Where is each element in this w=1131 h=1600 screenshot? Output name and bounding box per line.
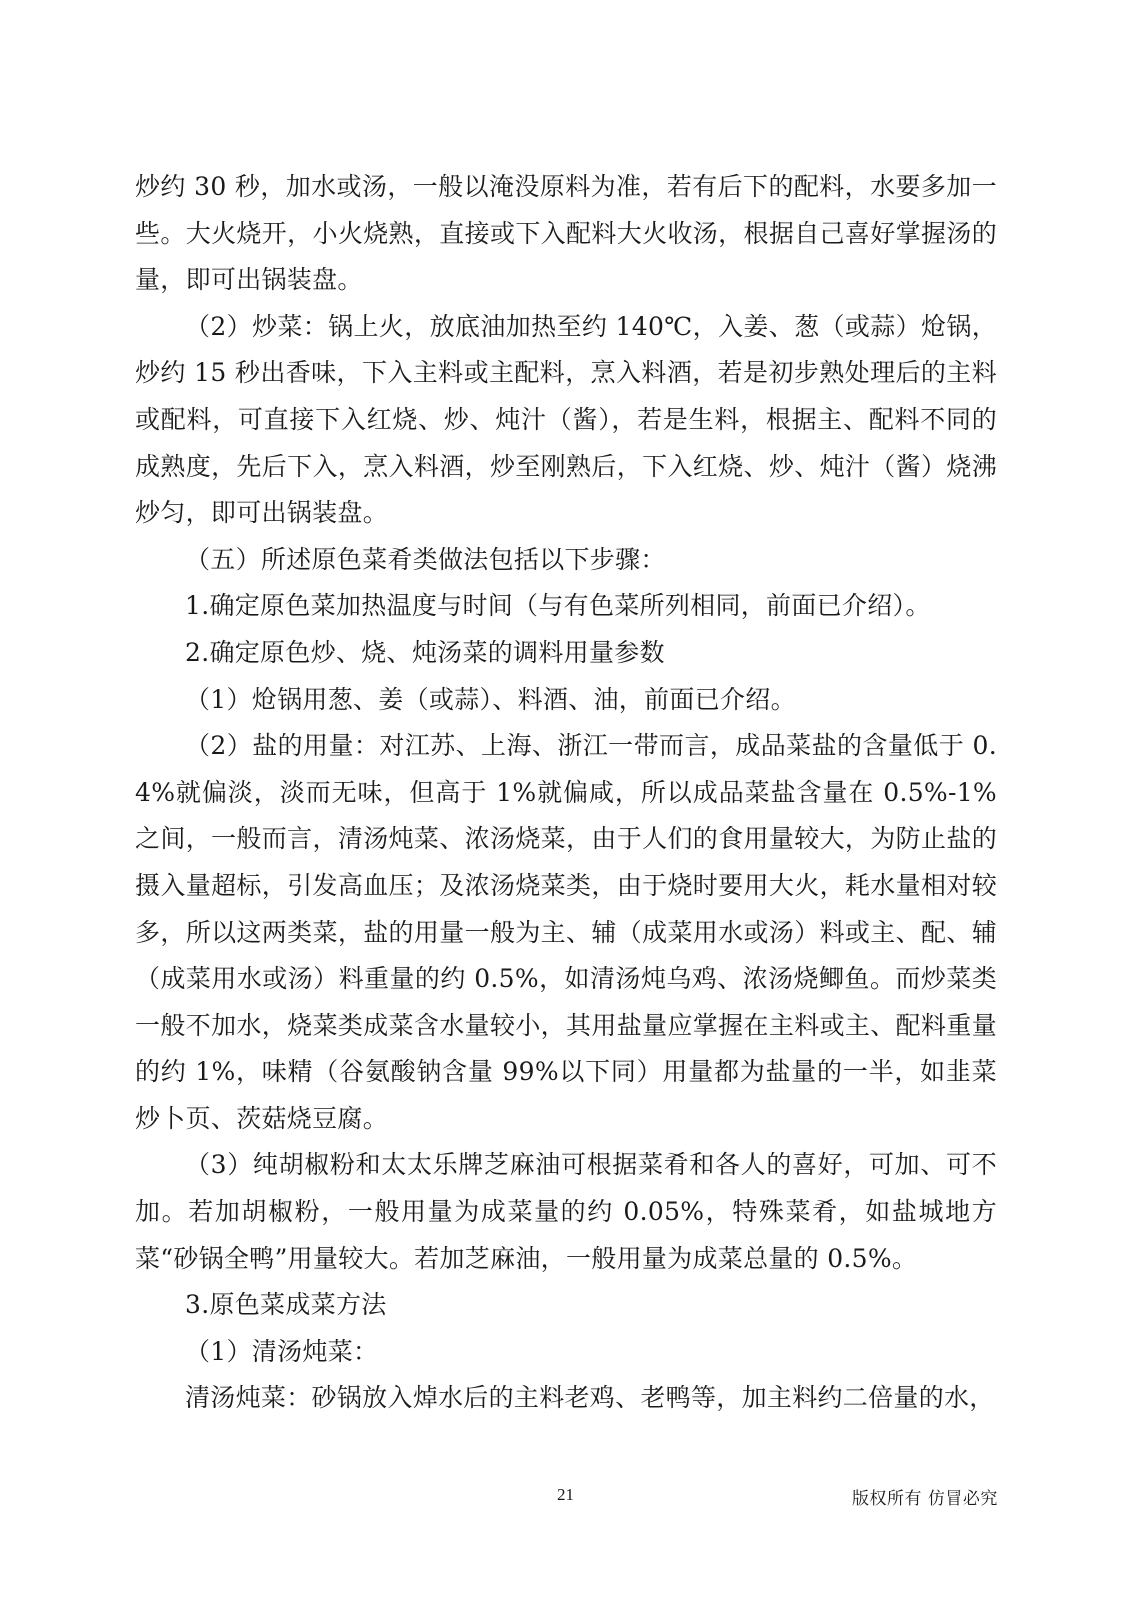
step-two-item-one: （1）炝锅用葱、姜（或蒜）、料酒、油，前面已介绍。 <box>185 684 796 714</box>
step-one: 1.确定原色菜加热温度与时间（与有色菜所列相同，前面已介绍）。 <box>185 591 931 621</box>
step-two-item-two-salt: （2）盐的用量：对江苏、上海、浙江一带而言，成品菜盐的含量低于 0.4%就偏淡，淡而无味，但高于 1%就偏咸，所以成品菜盐含量在 0.5%-1%之间，一般而言，清汤炖菜、浓汤烧菜，由于人们的食用量较大，为防止盐的摄入量超标，引发高血压；及浓汤烧菜类，由于烧时要用大火，耗水量相对较多，所以这两类菜，盐的用量一般为主、辅（成菜用水或汤）料或主、配、辅（成菜用水或汤）料重量的约 0.5%，如清汤炖乌鸡、浓汤烧鲫鱼。而炒菜类一般不加水，烧菜类成菜含水量较小，其用盐量应掌握在主料或主、配料重量的约 1%，味精（谷氨酸钠含量 99%以下同）用量都为盐量的一半，如韭菜炒卜页、茨菇烧豆腐。 <box>135 731 997 1133</box>
step-three-item-one: （1）清汤炖菜： <box>185 1336 379 1366</box>
document-body <box>135 164 997 1422</box>
copyright-notice: 版权所有 仿冒必究 <box>852 1489 998 1509</box>
step-three: 3.原色菜成菜方法 <box>185 1290 387 1320</box>
paragraph-stir-fry: （2）炒菜：锅上火，放底油加热至约 140℃，入姜、葱（或蒜）炝锅，炒约 15 秒出香味，下入主料或主配料，烹入料酒，若是初步熟处理后的主料或配料，可直接下入红烧、炒、炖汁（酱），若是生料，根据主、配料不同的成熟度，先后下入，烹入料酒，炒至刚熟后，下入红烧、炒、炖汁（酱）烧沸炒匀，即可出锅装盘。 <box>135 311 997 528</box>
paragraph-cooking-continuation: 炒约 30 秒，加水或汤，一般以淹没原料为准，若有后下的配料，水要多加一些。大火烧开，小火烧熟，直接或下入配料大火收汤，根据自己喜好掌握汤的量，即可出锅装盘。 <box>135 172 997 295</box>
paragraph-clear-soup: 清汤炖菜：砂锅放入焯水后的主料老鸡、老鸭等，加主料约二倍量的水， <box>185 1383 995 1413</box>
section-heading-five: （五）所述原色菜肴类做法包括以下步骤： <box>185 544 666 574</box>
step-two-item-three-pepper: （3）纯胡椒粉和太太乐牌芝麻油可根据菜肴和各人的喜好，可加、可不加。若加胡椒粉，一般用量为成菜量的约 0.05%，特殊菜肴，如盐城地方菜“砂锅全鸭”用量较大。若加芝麻油，一般用量为成菜总量的 0.5%。 <box>135 1150 997 1273</box>
step-two: 2.确定原色炒、烧、炖汤菜的调料用量参数 <box>185 637 665 667</box>
page-number: 21 <box>557 1485 574 1504</box>
